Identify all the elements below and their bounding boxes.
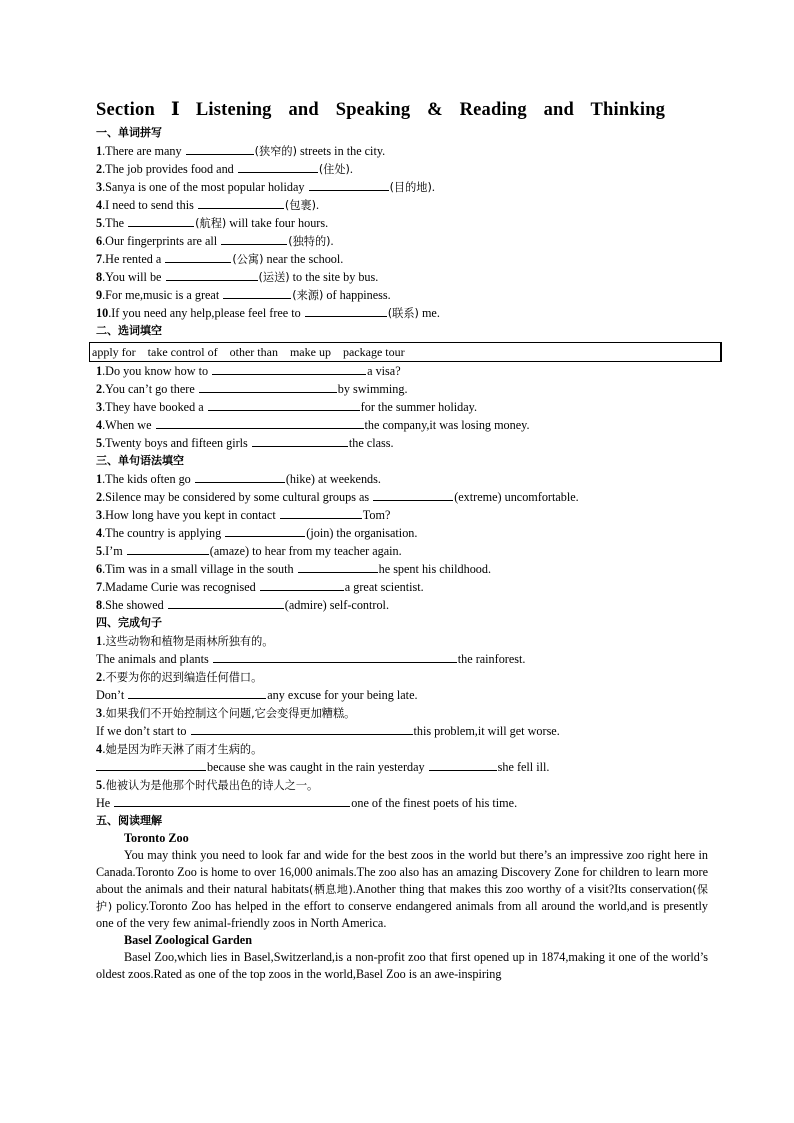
- question-item: 9.For me,music is a great (来源) of happiness.: [96, 288, 391, 302]
- answer-blank[interactable]: [198, 196, 284, 209]
- answer-blank[interactable]: [309, 178, 389, 191]
- article-paragraph-basel: Basel Zoo,which lies in Basel,Switzerland,is a non-profit zoo that first opened up in 1874,making it one of the world’s oldest zoos.Rated as one of the top zoos in the world,Basel Zoo is an awe-inspiring: [96, 950, 708, 981]
- word-choice-list: [96, 362, 708, 452]
- answer-blank[interactable]: [260, 578, 344, 591]
- answer-blank[interactable]: [168, 596, 284, 609]
- question-item: 4.I need to send this (包裹).: [96, 198, 320, 212]
- answer-blank[interactable]: [429, 758, 497, 771]
- question-item: 2.Silence may be considered by some cultural groups as (extreme) uncomfortable.: [96, 490, 579, 504]
- question-item: 5.Twenty boys and fifteen girls the class.: [96, 436, 394, 450]
- answer-blank[interactable]: [195, 470, 285, 483]
- question-prompt: 2.不要为你的迟到编造任何借口。: [96, 670, 263, 684]
- question-item: 3.How long have you kept in contact Tom?: [96, 508, 391, 522]
- answer-blank[interactable]: [238, 160, 318, 173]
- section-heading-word-spelling: 一、单词拼写: [96, 126, 162, 139]
- answer-blank[interactable]: [191, 722, 413, 735]
- answer-blank[interactable]: [114, 794, 350, 807]
- answer-blank[interactable]: [252, 434, 348, 447]
- word-bank: [89, 342, 722, 362]
- answer-blank[interactable]: [199, 380, 337, 393]
- question-item: If we don’t start to this problem,it will get worse.: [96, 724, 560, 738]
- question-item: 8.You will be (运送) to the site by bus.: [96, 270, 379, 284]
- article-paragraph-toronto: You may think you need to look far and wide for the best zoos in the world but there’s an impressive zoo right here in Canada.Toronto Zoo is home to over 16,000 animals.The zoo also has an amazing Discovery Zone for children to learn more about the animals and their natural habitats(栖息地).Another thing that makes this zoo worthy of a visit?Its conservation(保护) policy.Toronto Zoo has helped in the effort to conserve endangered animals from all around the world,and is presently one of the very few animal-friendly zoos in North America.: [96, 848, 708, 930]
- word-bank-option: make up: [289, 345, 331, 359]
- question-item: 2.The job provides food and (住处).: [96, 162, 353, 176]
- answer-blank[interactable]: [186, 142, 254, 155]
- word-bank-option: other than: [229, 345, 278, 359]
- answer-blank[interactable]: [212, 362, 366, 375]
- word-bank-option: take control of: [147, 345, 218, 359]
- article-title-basel: Basel Zoological Garden: [124, 933, 252, 947]
- question-item: 5.The (航程) will take four hours.: [96, 216, 329, 230]
- question-item: 10.If you need any help,please feel free to (联系) me.: [96, 306, 440, 320]
- question-item: 7.He rented a (公寓) near the school.: [96, 252, 344, 266]
- page-title: Section Ⅰ Listening and Speaking & Reading and Thinking: [96, 100, 666, 120]
- answer-blank[interactable]: [298, 560, 378, 573]
- question-item: 1.There are many (狭窄的) streets in the city.: [96, 144, 386, 158]
- answer-blank[interactable]: [128, 686, 266, 699]
- question-item: 3.They have booked a for the summer holiday.: [96, 400, 477, 414]
- answer-blank[interactable]: [223, 286, 291, 299]
- question-item: The animals and plants the rainforest.: [96, 652, 526, 666]
- complete-sentences-list: [96, 632, 708, 812]
- question-item: 4.When we the company,it was losing money.: [96, 418, 530, 432]
- question-prompt: 4.她是因为昨天淋了雨才生病的。: [96, 742, 263, 756]
- grammar-fill-list: [96, 470, 708, 614]
- section-heading-word-choice: 二、选词填空: [96, 324, 162, 337]
- answer-blank[interactable]: [225, 524, 305, 537]
- question-item: 6.Our fingerprints are all (独特的).: [96, 234, 334, 248]
- question-item: 8.She showed (admire) self-control.: [96, 598, 389, 612]
- section-heading-grammar-fill: 三、单句语法填空: [96, 454, 184, 467]
- answer-blank[interactable]: [128, 214, 194, 227]
- question-item: Don’t any excuse for your being late.: [96, 688, 418, 702]
- section-heading-complete-sentences: 四、完成句子: [96, 616, 162, 629]
- answer-blank[interactable]: [165, 250, 231, 263]
- question-item: 4.The country is applying (join) the organisation.: [96, 526, 418, 540]
- question-item: 3.Sanya is one of the most popular holiday (目的地).: [96, 180, 435, 194]
- word-spelling-list: [96, 142, 708, 322]
- word-bank-option: package tour: [342, 345, 405, 359]
- question-prompt: 5.他被认为是他那个时代最出色的诗人之一。: [96, 778, 319, 792]
- article-title-toronto: Toronto Zoo: [124, 831, 189, 845]
- answer-blank[interactable]: [96, 758, 206, 771]
- answer-blank[interactable]: [221, 232, 287, 245]
- section-heading-reading: 五、阅读理解: [96, 814, 162, 827]
- question-item: He one of the finest poets of his time.: [96, 796, 518, 810]
- question-item: 1.The kids often go (hike) at weekends.: [96, 472, 381, 486]
- question-item: 6.Tim was in a small village in the south he spent his childhood.: [96, 562, 492, 576]
- question-item: 1.Do you know how to a visa?: [96, 364, 401, 378]
- question-item: 7.Madame Curie was recognised a great scientist.: [96, 580, 424, 594]
- answer-blank[interactable]: [127, 542, 209, 555]
- question-item: 2.You can’t go there by swimming.: [96, 382, 408, 396]
- question-prompt: 3.如果我们不开始控制这个问题,它会变得更加糟糕。: [96, 706, 356, 720]
- answer-blank[interactable]: [208, 398, 360, 411]
- question-item: 5.I’m (amaze) to hear from my teacher again.: [96, 544, 402, 558]
- answer-blank[interactable]: [280, 506, 362, 519]
- word-bank-option: apply for: [92, 345, 136, 359]
- answer-blank[interactable]: [213, 650, 457, 663]
- answer-blank[interactable]: [305, 304, 387, 317]
- answer-blank[interactable]: [166, 268, 258, 281]
- answer-blank[interactable]: [373, 488, 453, 501]
- question-prompt: 1.这些动物和植物是雨林所独有的。: [96, 634, 274, 648]
- worksheet: [92, 98, 708, 983]
- question-item: because she was caught in the rain yesterday she fell ill.: [96, 758, 708, 776]
- answer-blank[interactable]: [156, 416, 364, 429]
